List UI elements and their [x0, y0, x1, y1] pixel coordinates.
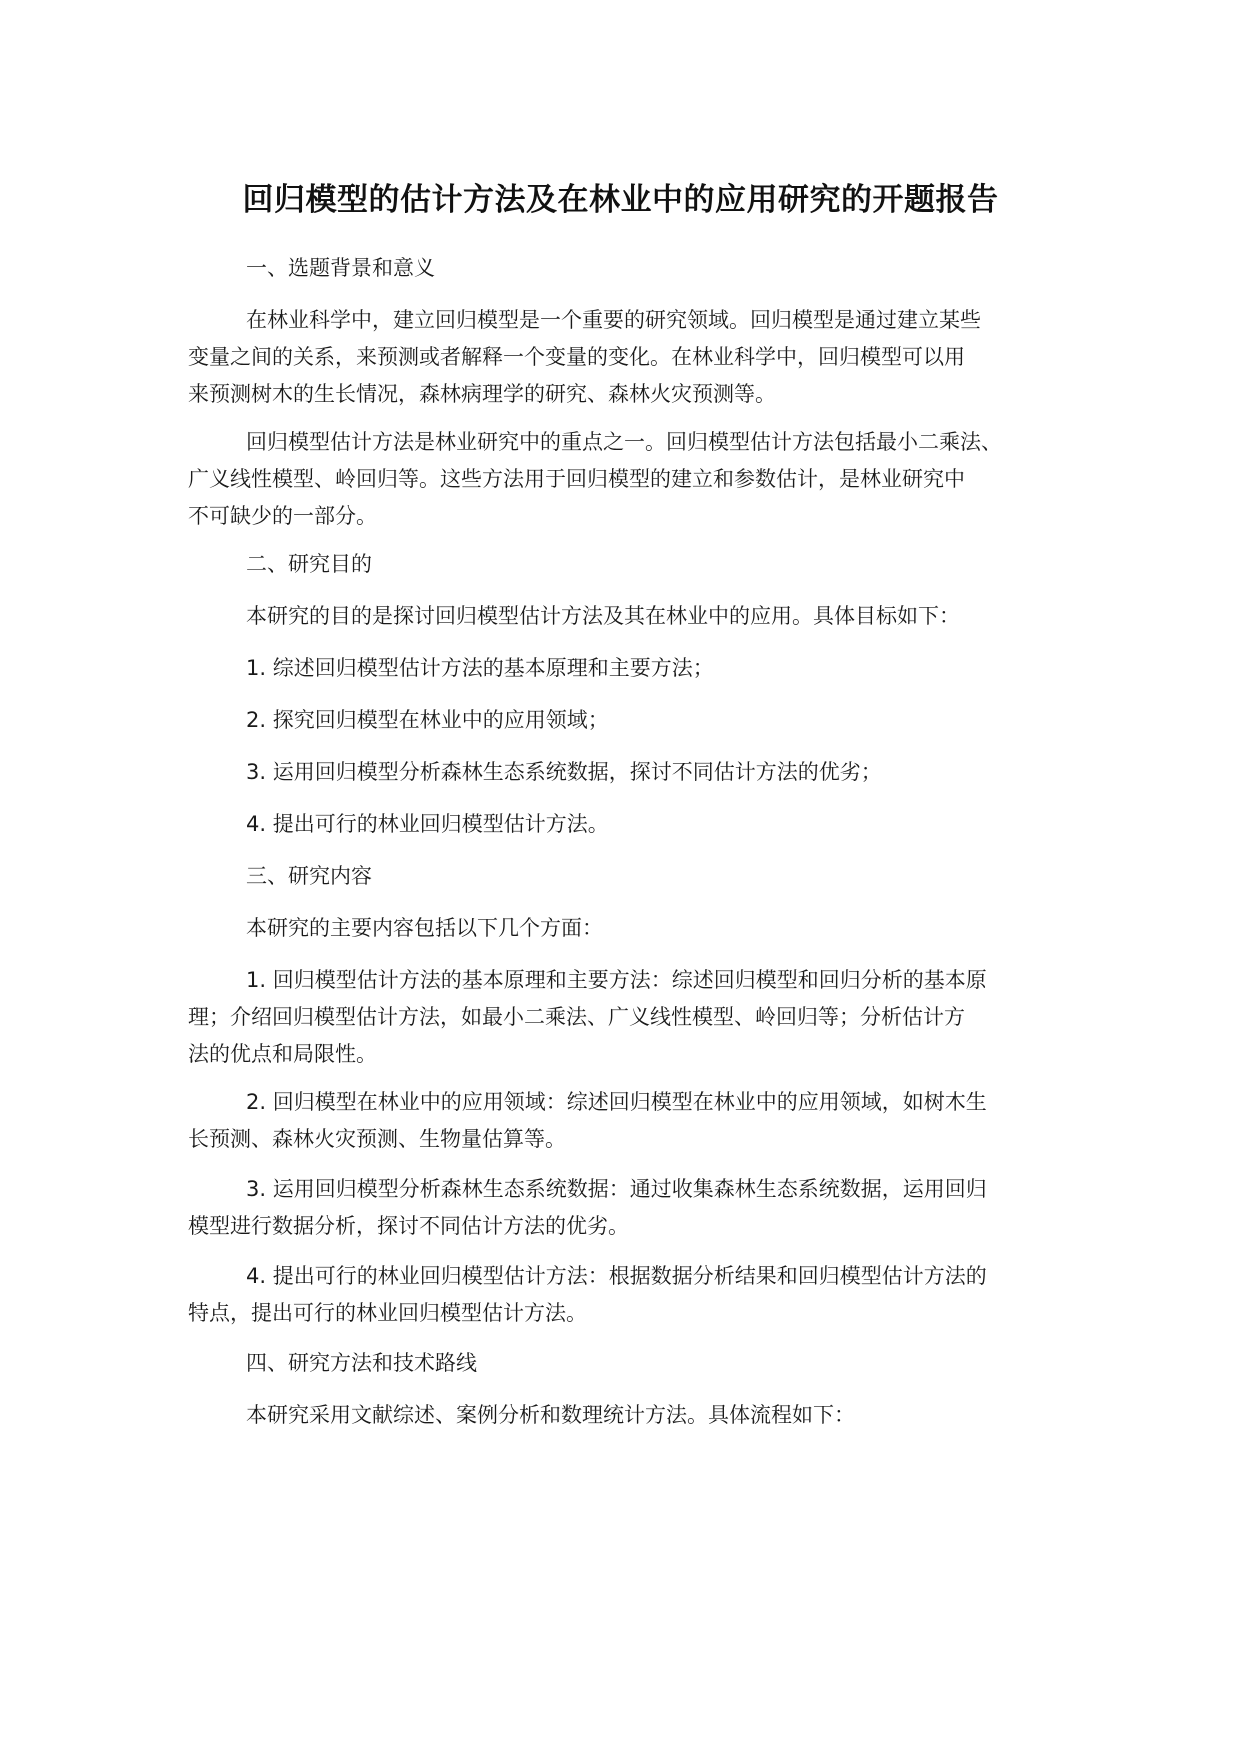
paragraph-purpose-intro: [188, 598, 1068, 635]
paragraph-line: 特点，提出可行的林业回归模型估计方法。: [188, 1301, 587, 1325]
paragraph-line: 模型进行数据分析，探讨不同估计方法的优劣。: [188, 1214, 629, 1238]
paragraph-line: 长预测、森林火灾预测、生物量估算等。: [188, 1127, 566, 1151]
paragraph-line: 广义线性模型、岭回归等。这些方法用于回归模型的建立和参数估计，是林业研究中: [188, 467, 965, 491]
paragraph-line: 来预测树木的生长情况，森林病理学的研究、森林火灾预测等。: [188, 382, 776, 406]
document-title: 回归模型的估计方法及在林业中的应用研究的开题报告: [242, 182, 999, 218]
paragraph-line: 2. 回归模型在林业中的应用领域：综述回归模型在林业中的应用领域，如树木生: [246, 1090, 987, 1114]
content-item: [188, 1258, 1068, 1332]
paragraph-line: 1. 回归模型估计方法的基本原理和主要方法：综述回归模型和回归分析的基本原: [246, 968, 987, 992]
heading-text: 四、研究方法和技术路线: [246, 1351, 477, 1375]
paragraph-methods-intro: [188, 1397, 1068, 1434]
goal-item: [188, 702, 1068, 739]
goal-text: 4. 提出可行的林业回归模型估计方法。: [246, 812, 609, 836]
paragraph-line: 回归模型估计方法是林业研究中的重点之一。回归模型估计方法包括最小二乘法、: [246, 430, 1002, 454]
heading-text: 二、研究目的: [246, 552, 372, 576]
heading-text: 三、研究内容: [246, 864, 372, 888]
paragraph-line: 本研究采用文献综述、案例分析和数理统计方法。具体流程如下：: [246, 1403, 855, 1427]
goal-item: [188, 650, 1068, 687]
goal-text: 3. 运用回归模型分析森林生态系统数据，探讨不同估计方法的优劣；: [246, 760, 882, 784]
paragraph-methods-overview: [188, 424, 1068, 535]
paragraph-line: 3. 运用回归模型分析森林生态系统数据：通过收集森林生态系统数据，运用回归: [246, 1177, 987, 1201]
paragraph-line: 本研究的主要内容包括以下几个方面：: [246, 916, 603, 940]
paragraph-line: 理；介绍回归模型估计方法，如最小二乘法、广义线性模型、岭回归等；分析估计方: [188, 1005, 965, 1029]
content-item: [188, 1171, 1068, 1245]
heading-text: 一、选题背景和意义: [246, 256, 435, 280]
section-heading-purpose: [188, 546, 1068, 583]
paragraph-line: 本研究的目的是探讨回归模型估计方法及其在林业中的应用。具体目标如下：: [246, 604, 960, 628]
paragraph-line: 变量之间的关系，来预测或者解释一个变量的变化。在林业科学中，回归模型可以用: [188, 345, 965, 369]
content-item: [188, 962, 1068, 1073]
goal-item: [188, 806, 1068, 843]
paragraph-line: 在林业科学中，建立回归模型是一个重要的研究领域。回归模型是通过建立某些: [246, 308, 981, 332]
paragraph-line: 法的优点和局限性。: [188, 1042, 377, 1066]
content-item: [188, 1084, 1068, 1158]
paragraph-line: 4. 提出可行的林业回归模型估计方法：根据数据分析结果和回归模型估计方法的: [246, 1264, 987, 1288]
section-heading-methods: [188, 1345, 1068, 1382]
paragraph-line: 不可缺少的一部分。: [188, 504, 377, 528]
goal-item: [188, 754, 1068, 791]
paragraph-background: [188, 302, 1068, 413]
paragraph-content-intro: [188, 910, 1068, 947]
section-heading-content: [188, 858, 1068, 895]
section-heading-background: [188, 250, 1068, 287]
goal-text: 1. 综述回归模型估计方法的基本原理和主要方法；: [246, 656, 714, 680]
goal-text: 2. 探究回归模型在林业中的应用领域；: [246, 708, 609, 732]
